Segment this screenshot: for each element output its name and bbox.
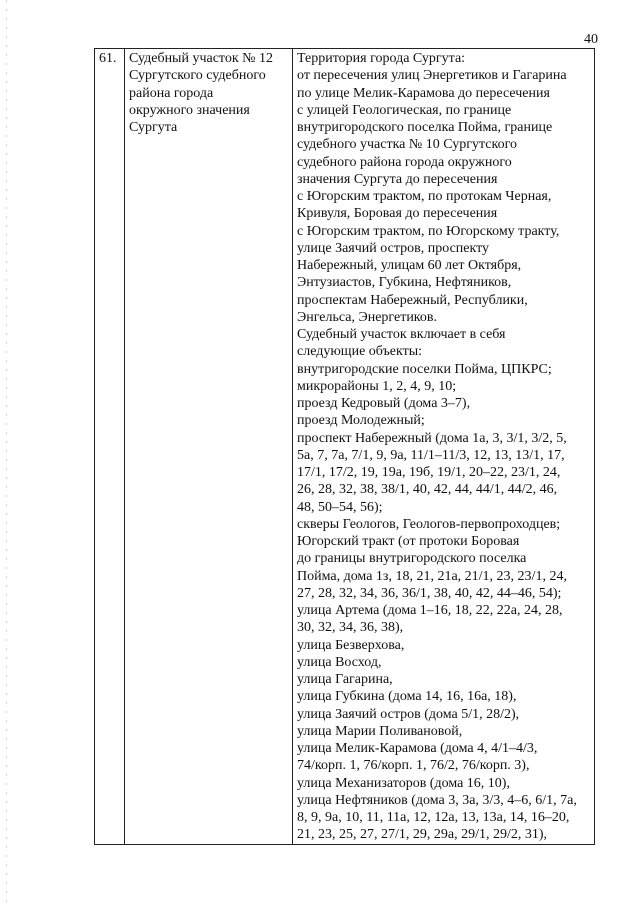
territory-line: 48, 50–54, 56);: [297, 499, 383, 515]
territory-line: улице Заячий остров, проспекту: [297, 240, 490, 256]
territory-line: улица Нефтяников (дома 3, 3а, 3/3, 4–6, 6/1, 7а,: [297, 792, 577, 808]
page-number: 40: [584, 32, 598, 47]
territory-description: [297, 50, 591, 844]
court-name-line: окружного значения: [129, 102, 250, 118]
court-name-line: Сургута: [129, 120, 178, 135]
territory-line: следующие объекты:: [297, 344, 423, 360]
court-name-cell: [125, 49, 293, 845]
territory-line: внутригородского поселка Пойма, границе: [297, 120, 553, 135]
territory-line: улица Артема (дома 1–16, 18, 22, 22а, 24, 28,: [297, 603, 563, 618]
court-name-line: Сургутского судебного: [129, 68, 266, 84]
court-name-line: Судебный участок № 12: [129, 51, 274, 66]
territory-line: проспект Набережный (дома 1а, 3, 3/1, 3/2, 5,: [297, 430, 567, 446]
row-number-cell: [95, 49, 125, 845]
territory-line: Территория города Сургута:: [297, 51, 466, 66]
territory-line: скверы Геологов, Геологов-первопроходцев;: [297, 516, 561, 532]
territory-line: Судебный участок включает в себя: [297, 327, 506, 342]
row-number: 61.: [99, 51, 117, 66]
court-name: [129, 50, 289, 136]
territory-line: микрорайоны 1, 2, 4, 9, 10;: [297, 378, 457, 394]
territory-line: 27, 28, 32, 34, 36, 36/1, 38, 40, 42, 44–46, 54);: [297, 585, 562, 601]
territory-line: Югорский тракт (от протоки Боровая: [297, 534, 520, 549]
territory-line: 26, 28, 32, 38, 38/1, 40, 42, 44, 44/1, 44/2, 46,: [297, 482, 558, 498]
territory-line: улица Мелик-Карамова (дома 4, 4/1–4/3,: [297, 741, 538, 756]
territory-line: Энтузиастов, Губкина, Нефтяников,: [297, 275, 512, 291]
territory-line: 5а, 7, 7а, 7/1, 9, 9а, 11/1–11/3, 12, 13, 13/1, 17,: [297, 447, 565, 463]
territory-line: улица Механизаторов (дома 16, 10),: [297, 775, 510, 791]
court-districts-table: [94, 48, 595, 845]
territory-line: Пойма, дома 1з, 18, 21, 21а, 21/1, 23, 23/1, 24,: [297, 568, 567, 584]
territory-line: до границы внутригородского поселка: [297, 551, 527, 567]
territory-line: Кривуля, Боровая до пересечения: [297, 206, 498, 222]
territory-line: с Югорским трактом, по протокам Черная,: [297, 189, 552, 204]
territory-line: с Югорским трактом, по Югорскому тракту,: [297, 223, 560, 239]
territory-line: проезд Молодежный;: [297, 413, 425, 429]
territory-line: 8, 9, 9а, 10, 11, 11а, 12, 12а, 13, 13а, 14, 16–20,: [297, 810, 570, 825]
table-row: [95, 49, 595, 845]
territory-line: улица Восход,: [297, 654, 382, 670]
territory-line: 21, 23, 25, 27, 27/1, 29, 29а, 29/1, 29/2, 31),: [297, 827, 548, 843]
territory-line: судебного участка № 10 Сургутского: [297, 137, 517, 153]
territory-line: 74/корп. 1, 76/корп. 1, 76/2, 76/корп. 3),: [297, 758, 530, 774]
territory-line: улица Гагарина,: [297, 672, 393, 687]
territory-line: по улице Мелик-Карамова до пересечения: [297, 85, 550, 101]
scan-left-edge: [6, 0, 7, 905]
territory-line: 30, 32, 34, 36, 38),: [297, 620, 404, 636]
territory-line: улица Безверхова,: [297, 637, 405, 653]
territory-line: Энгельса, Энергетиков.: [297, 309, 438, 325]
territory-line: внутригородские поселки Пойма, ЦПКРС;: [297, 361, 552, 377]
territory-line: с улицей Геологическая, по границе: [297, 102, 512, 118]
territory-line: проезд Кедровый (дома 3–7),: [297, 396, 471, 411]
territory-line: улица Заячий остров (дома 5/1, 28/2),: [297, 706, 520, 722]
territory-cell: [293, 49, 595, 845]
territory-line: улица Губкина (дома 14, 16, 16а, 18),: [297, 689, 517, 705]
territory-line: судебного района города окружного: [297, 154, 512, 170]
territory-line: улица Марии Поливановой,: [297, 723, 463, 739]
territory-line: от пересечения улиц Энергетиков и Гагарина: [297, 68, 567, 84]
court-name-line: района города: [129, 85, 214, 101]
territory-line: 17/1, 17/2, 19, 19а, 19б, 19/1, 20–22, 23/1, 24,: [297, 465, 561, 480]
territory-line: проспектам Набережный, Республики,: [297, 292, 528, 308]
territory-line: Набережный, улицам 60 лет Октября,: [297, 258, 522, 273]
territory-line: значения Сургута до пересечения: [297, 171, 498, 187]
